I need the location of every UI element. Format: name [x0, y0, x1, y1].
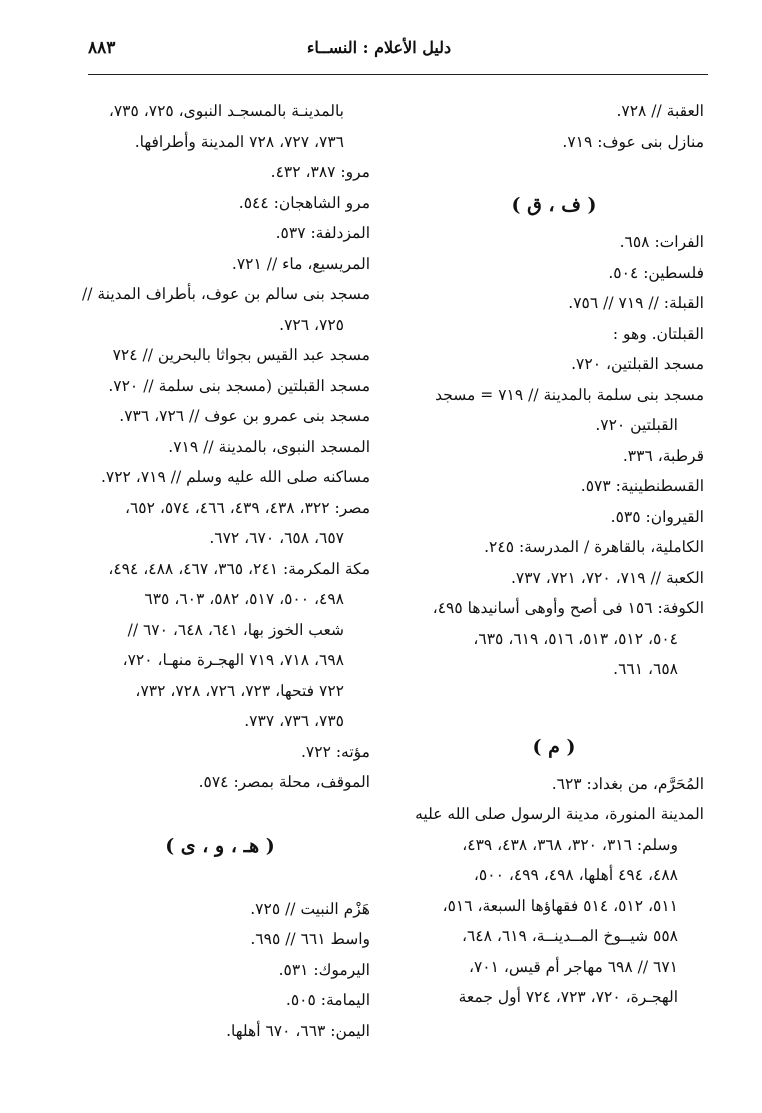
running-header: [88, 38, 670, 68]
right-column: [404, 96, 704, 1013]
index-entry: القبلة: // ٧١٩ // ٧٥٦.: [568, 294, 704, 312]
index-entry-continued: ٥٥٨ شيــوخ المــدينــة، ٦١٩، ٦٤٨،: [461, 927, 678, 945]
index-entry: مؤته: ٧٢٢.: [300, 742, 370, 761]
index-entry: الموقف، محلة بمصر: ٥٧٤.: [198, 773, 370, 791]
index-entry: الكاملية، بالقاهرة / المدرسة: ٢٤٥.: [484, 538, 704, 556]
index-entry: مسجد بنى سالم بن عوف، بأطراف المدينة //: [81, 285, 370, 303]
index-entry: اليمامة: ٥٠٥.: [285, 991, 370, 1009]
index-entry-continued: ٧٣٥، ٧٣٦، ٧٣٧.: [244, 712, 344, 730]
left-column: [70, 96, 370, 1046]
index-entry: مرو: ٣٨٧، ٤٣٢.: [270, 163, 370, 181]
section-heading-fa-qaf: ( ف ، ق ): [511, 194, 597, 216]
index-entry: المُحَرَّم، من بغداد: ٦٢٣.: [551, 774, 704, 793]
index-entry: مرو الشاهجان: ٥٤٤.: [238, 193, 370, 212]
index-entry: منازل بنى عوف: ٧١٩.: [562, 132, 704, 151]
index-entry: الكوفة: ١٥٦ فى أصح وأوهى أسانيدها ٤٩٥،: [432, 599, 704, 617]
index-entry: القسطنطينية: ٥٧٣.: [580, 477, 704, 495]
index-entry-continued: وسلم: ٣١٦، ٣٢٠، ٣٦٨، ٤٣٨، ٤٣٩،: [462, 835, 678, 854]
section-heading-ha-waw-ya: ( هـ ، و ، ى ): [165, 834, 275, 857]
index-entry: مساكنه صلى الله عليه وسلم // ٧١٩، ٧٢٢.: [100, 468, 370, 486]
index-entry: قرطبة، ٣٣٦.: [622, 446, 704, 465]
index-entry-continued: ٦٩٨، ٧١٨، ٧١٩ الهجـرة منهـا، ٧٢٠،: [122, 651, 344, 669]
index-entry-continued: القبلتين ٧٢٠.: [595, 416, 678, 434]
index-entry-continued: ٦٥٨، ٦٦١.: [613, 660, 678, 678]
index-entry: مسجد بنى عمرو بن عوف // ٧٢٦، ٧٣٦.: [119, 407, 370, 425]
section-heading-mim: ( م ): [532, 735, 576, 758]
index-entry: اليرموك: ٥٣١.: [278, 960, 370, 979]
index-entry: المزدلفة: ٥٣٧.: [275, 224, 370, 242]
index-entry: العقبة // ٧٢٨.: [616, 102, 704, 120]
index-entry-continued: ٤٨٨، ٤٩٤ أهلها، ٤٩٨، ٤٩٩، ٥٠٠،: [473, 866, 678, 884]
index-entry-continued: ٥٠٤، ٥١٢، ٥١٣، ٥١٦، ٦١٩، ٦٣٥،: [473, 629, 678, 648]
index-entry: المسجد النبوى، بالمدينة // ٧١٩.: [168, 437, 370, 456]
index-entry: هَزْم النبيت // ٧٢٥.: [250, 899, 370, 918]
index-entry: مسجد عبد القيس بجواثا بالبحرين // ٧٢٤: [112, 346, 370, 364]
index-entry-continued: بالمدينـة بالمسجـد النبوى، ٧٢٥، ٧٣٥،: [108, 102, 344, 120]
index-entry: مسجد القبلتين، ٧٢٠.: [571, 355, 704, 373]
index-entry: القيروان: ٥٣٥.: [610, 507, 704, 526]
index-entry: الكعبة // ٧١٩، ٧٢٠، ٧٢١، ٧٣٧.: [510, 568, 704, 587]
index-entry-continued: ٤٩٨، ٥٠٠، ٥١٧، ٥٨٢، ٦٠٣، ٦٣٥: [144, 590, 344, 608]
index-entry: مكة المكرمة: ٢٤١، ٣٦٥، ٤٦٧، ٤٨٨، ٤٩٤،: [108, 559, 370, 578]
index-entry: فلسطين: ٥٠٤.: [608, 263, 704, 282]
index-entry-continued: ٥١١، ٥١٢، ٥١٤ فقهاؤها السبعة، ٥١٦،: [442, 896, 678, 915]
index-entry: مصر: ٣٢٢، ٤٣٨، ٤٣٩، ٤٦٦، ٥٧٤، ٦٥٢،: [124, 498, 370, 517]
index-entry: المدينة المنورة، مدينة الرسول صلى الله عليه: [415, 805, 704, 823]
page-number: ٨٨٣: [88, 38, 116, 58]
index-entry: المريسيع، ماء // ٧٢١.: [231, 254, 370, 273]
header-rule: [88, 74, 708, 75]
index-entry: واسط ٦٦١ // ٦٩٥.: [250, 930, 370, 948]
index-entry: مسجد القبلتين (مسجد بنى سلمة // ٧٢٠.: [108, 376, 370, 395]
index-entry: الفرات: ٦٥٨.: [619, 233, 704, 251]
index-entry-continued: ٧٢٢ فتحها، ٧٢٣، ٧٢٦، ٧٢٨، ٧٣٢،: [135, 681, 344, 700]
running-title: دليل الأعلام : النســاء: [306, 38, 452, 57]
index-entry-continued: ٦٧١ // ٦٩٨ مهاجر أم قيس، ٧٠١،: [468, 957, 678, 976]
index-entry-continued: شعب الخوز بها، ٦٤١، ٦٤٨، ٦٧٠ //: [127, 620, 344, 639]
index-entry-continued: الهجـرة، ٧٢٠، ٧٢٣، ٧٢٤ أول جمعة: [458, 988, 678, 1006]
index-entry: اليمن: ٦٦٣، ٦٧٠ أهلها.: [226, 1021, 370, 1040]
index-entry: مسجد بنى سلمة بالمدينة // ٧١٩ = مسجد: [435, 385, 704, 404]
index-entry-continued: ٧٣٦، ٧٢٧، ٧٢٨ المدينة وأطرافها.: [134, 132, 344, 151]
index-entry-continued: ٦٥٧، ٦٥٨، ٦٧٠، ٦٧٢.: [209, 529, 344, 547]
index-entry-continued: ٧٢٥، ٧٢٦.: [279, 315, 344, 334]
index-entry: القبلتان. وهو :: [612, 324, 704, 343]
